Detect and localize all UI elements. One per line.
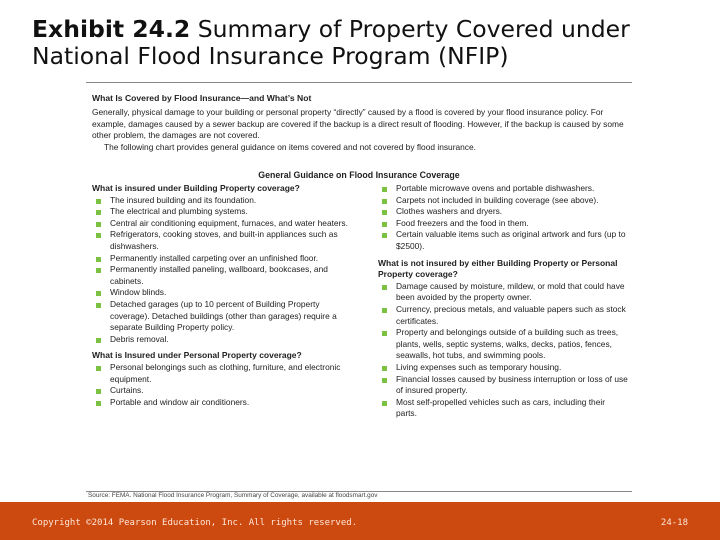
footer-bar <box>0 502 720 540</box>
list-item: Portable microwave ovens and portable dishwashers. <box>378 183 628 195</box>
personal-coverage-heading: What is Insured under Personal Property coverage? <box>92 350 302 361</box>
list-item: Living expenses such as temporary housing. <box>378 362 628 374</box>
list-item: The electrical and plumbing systems. <box>92 206 350 218</box>
list-item: Personal belongings such as clothing, furniture, and electronic equipment. <box>92 362 350 385</box>
copyright-text: Copyright ©2014 Pearson Education, Inc. All rights reserved. <box>32 518 358 528</box>
not-insured-heading: What is not insured by either Building Property or Personal Property coverage? <box>378 257 618 280</box>
list-item: Carpets not included in building coverage (see above). <box>378 195 628 207</box>
right-column <box>378 183 628 420</box>
list-item: Permanently installed paneling, wallboard, bookcases, and cabinets. <box>92 264 350 287</box>
slide-title-bold: Exhibit 24.2 <box>32 15 191 43</box>
list-item: Debris removal. <box>92 334 350 346</box>
list-item: The insured building and its foundation. <box>92 195 350 207</box>
page-number: 24-18 <box>660 518 688 528</box>
list-item: Central air conditioning equipment, furnaces, and water heaters. <box>92 218 350 230</box>
list-item: Clothes washers and dryers. <box>378 206 628 218</box>
personal-coverage-continued-list <box>378 183 628 253</box>
list-item: Damage caused by moisture, mildew, or mold that could have been avoided by the property owner. <box>378 281 628 304</box>
building-coverage-heading: What is insured under Building Property coverage? <box>92 183 300 193</box>
slide-title <box>32 16 702 70</box>
section-heading: What Is Covered by Flood Insurance—and What’s Not <box>92 93 312 103</box>
list-item: Detached garages (up to 10 percent of Building Property coverage). Detached buildings (other than garages) require a separate Building Property policy. <box>92 299 350 334</box>
list-item: Most self-propelled vehicles such as cars, including their parts. <box>378 397 628 420</box>
intro-paragraph-1: Generally, physical damage to your building or personal property “directly” caused by a flood is covered by your flood insurance policy. For example, damages caused by a sewer backup are covered if the backup is a direct result of flooding. However, if the backup is caused by some other problem, the damages are not covered. <box>92 107 624 141</box>
intro-paragraph-2: The following chart provides general guidance on items covered and not covered by flood insurance. <box>104 141 476 152</box>
list-item: Portable and window air conditioners. <box>92 397 350 409</box>
exhibit-panel <box>86 82 632 499</box>
building-coverage-list <box>92 195 350 346</box>
intro-text <box>92 107 624 153</box>
personal-coverage-list <box>92 362 350 408</box>
list-item: Financial losses caused by business interruption or loss of use of insured property. <box>378 374 628 397</box>
left-column <box>92 183 350 408</box>
top-rule <box>86 82 632 83</box>
list-item: Property and belongings outside of a building such as trees, plants, wells, septic systems, walks, decks, patios, fences, seawalls, hot tubs, and swimming pools. <box>378 327 628 362</box>
slide-title-rest: Summary of Property Covered under National Flood Insurance Program (NFIP) <box>32 15 630 70</box>
not-insured-list <box>378 281 628 420</box>
source-note: Source: FEMA. National Flood Insurance Program, Summary of Coverage, available at floodsmart.gov <box>88 492 378 499</box>
list-item: Certain valuable items such as original artwork and furs (up to $2500). <box>378 229 628 252</box>
list-item: Curtains. <box>92 385 350 397</box>
list-item: Refrigerators, cooking stoves, and built-in appliances such as dishwashers. <box>92 229 350 252</box>
list-item: Permanently installed carpeting over an unfinished floor. <box>92 253 350 265</box>
list-item: Currency, precious metals, and valuable papers such as stock certificates. <box>378 304 628 327</box>
list-item: Window blinds. <box>92 287 350 299</box>
list-item: Food freezers and the food in them. <box>378 218 628 230</box>
guidance-title: General Guidance on Flood Insurance Coverage <box>258 170 460 180</box>
